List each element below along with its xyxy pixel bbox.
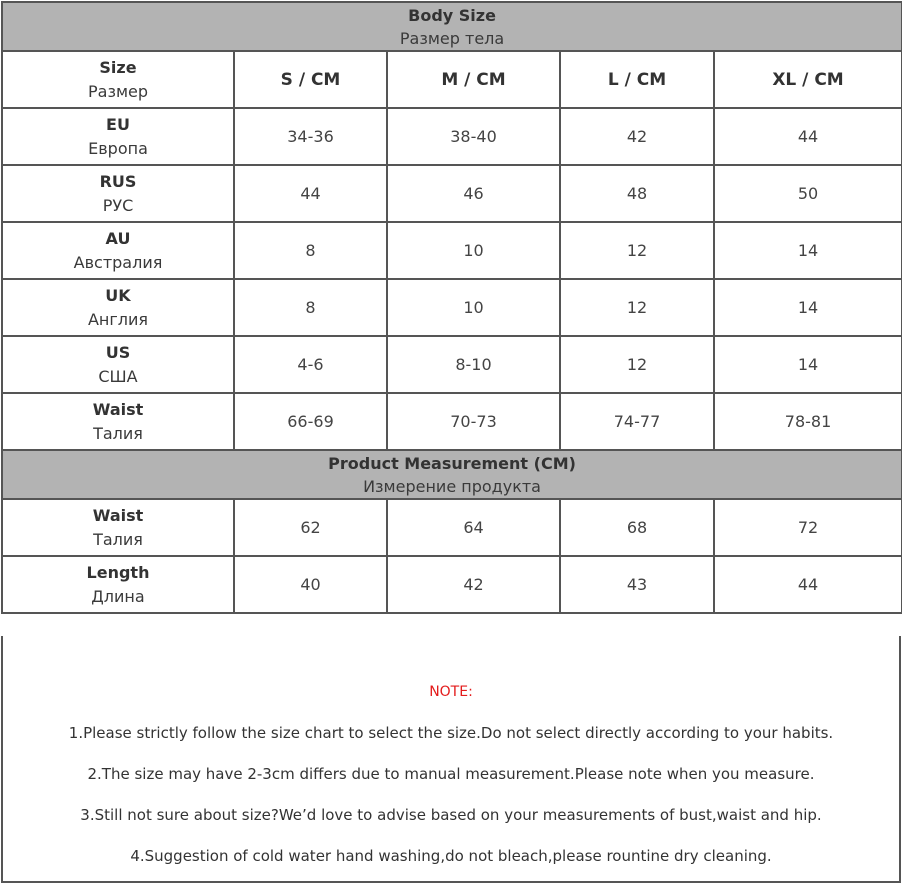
- notes-panel: [1, 636, 901, 883]
- cell-value: 14: [714, 279, 902, 336]
- column-header-l: L / CM: [560, 51, 714, 108]
- product-measurement-heading: [2, 450, 902, 499]
- cell-value: 72: [714, 499, 902, 556]
- body-size-band: [2, 2, 902, 51]
- cell-value: 64: [387, 499, 560, 556]
- cell-value: 40: [234, 556, 387, 613]
- cell-value: 44: [714, 108, 902, 165]
- cell-value: 50: [714, 165, 902, 222]
- column-header-s: S / CM: [234, 51, 387, 108]
- cell-value: 42: [560, 108, 714, 165]
- cell-value: 44: [234, 165, 387, 222]
- table-row-us: [2, 336, 902, 393]
- cell-value: 10: [387, 222, 560, 279]
- cell-value: 8: [234, 279, 387, 336]
- row-label-ru: Талия: [93, 423, 143, 443]
- cell-value: 78-81: [714, 393, 902, 450]
- cell-value: 43: [560, 556, 714, 613]
- body-size-subtitle: Размер тела: [399, 29, 505, 48]
- size-header-en: Size: [99, 57, 137, 77]
- row-label-en: RUS: [99, 171, 137, 191]
- row-label: [2, 279, 234, 336]
- header-row: [2, 51, 902, 108]
- row-label-ru: Европа: [88, 138, 148, 158]
- row-label-ru: РУС: [102, 195, 134, 215]
- product-measurement-subtitle: Измерение продукта: [363, 477, 541, 496]
- cell-value: 12: [560, 222, 714, 279]
- table-row-product-length: [2, 556, 902, 613]
- table-row-uk: [2, 279, 902, 336]
- cell-value: 74-77: [560, 393, 714, 450]
- size-table: [1, 1, 902, 614]
- cell-value: 4-6: [234, 336, 387, 393]
- row-label-en: US: [105, 342, 131, 362]
- note-line-2: 2.The size may have 2-3cm differs due to manual measurement.Please note when you measure.: [87, 765, 815, 783]
- cell-value: 8-10: [387, 336, 560, 393]
- cell-value: 48: [560, 165, 714, 222]
- cell-value: 10: [387, 279, 560, 336]
- row-label-en: UK: [105, 285, 131, 305]
- body-size-heading: [2, 2, 902, 51]
- row-label-en: Waist: [92, 399, 144, 419]
- cell-value: 68: [560, 499, 714, 556]
- table-row-rus: [2, 165, 902, 222]
- note-line-3: 3.Still not sure about size?We’d love to advise based on your measurements of bust,waist and hip.: [80, 806, 822, 824]
- row-label: [2, 222, 234, 279]
- cell-value: 46: [387, 165, 560, 222]
- note-line-1: 1.Please strictly follow the size chart to select the size.Do not select directly according to your habits.: [68, 724, 834, 742]
- cell-value: 34-36: [234, 108, 387, 165]
- product-measurement-title: Product Measurement (CM): [328, 454, 576, 473]
- cell-value: 38-40: [387, 108, 560, 165]
- cell-value: 42: [387, 556, 560, 613]
- row-label-en: Waist: [92, 505, 144, 525]
- note-title: NOTE:: [429, 684, 473, 700]
- size-header-ru: Размер: [87, 81, 149, 101]
- cell-value: 62: [234, 499, 387, 556]
- row-label-en: EU: [106, 114, 130, 134]
- row-label: [2, 336, 234, 393]
- cell-value: 14: [714, 336, 902, 393]
- product-measurement-band: [2, 450, 902, 499]
- cell-value: 66-69: [234, 393, 387, 450]
- note-line-4: 4.Suggestion of cold water hand washing,do not bleach,please rountine dry cleaning.: [130, 847, 772, 865]
- cell-value: 70-73: [387, 393, 560, 450]
- cell-value: 12: [560, 336, 714, 393]
- body-size-title: Body Size: [408, 6, 496, 25]
- table-row-waist: [2, 393, 902, 450]
- row-label: [2, 556, 234, 613]
- row-label-en: AU: [105, 228, 131, 248]
- row-label: [2, 393, 234, 450]
- cell-value: 44: [714, 556, 902, 613]
- row-label-ru: США: [98, 366, 138, 386]
- table-row-eu: [2, 108, 902, 165]
- row-label: [2, 165, 234, 222]
- column-header-xl: XL / CM: [714, 51, 902, 108]
- column-header-m: M / CM: [387, 51, 560, 108]
- table-row-au: [2, 222, 902, 279]
- row-label-ru: Талия: [93, 529, 143, 549]
- row-label-ru: Австралия: [73, 252, 163, 272]
- cell-value: 14: [714, 222, 902, 279]
- row-label: [2, 108, 234, 165]
- row-label-ru: Англия: [87, 309, 149, 329]
- row-label-en: Length: [86, 562, 150, 582]
- cell-value: 12: [560, 279, 714, 336]
- table-row-product-waist: [2, 499, 902, 556]
- row-label-ru: Длина: [91, 586, 145, 606]
- size-header-cell: [2, 51, 234, 108]
- cell-value: 8: [234, 222, 387, 279]
- row-label: [2, 499, 234, 556]
